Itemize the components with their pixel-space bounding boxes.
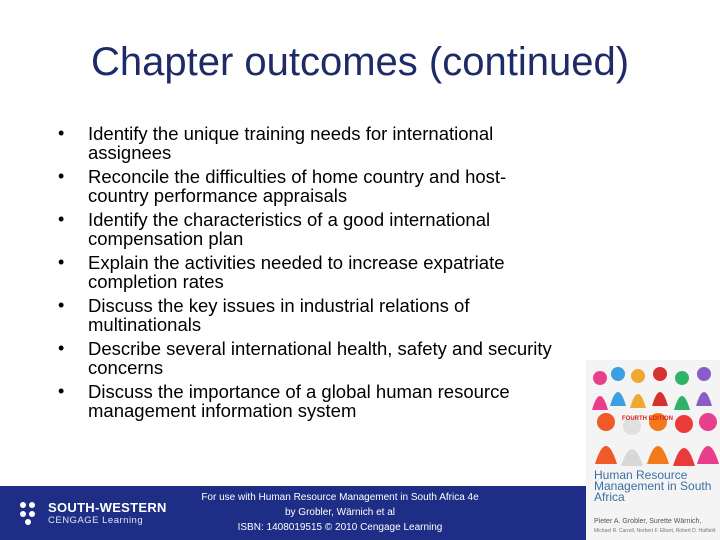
bullet-icon: • <box>58 209 65 229</box>
list-item-text: Identify the characteristics of a good international compensation plan <box>88 209 491 249</box>
footer-line-1: For use with Human Resource Management in South Africa 4e <box>201 492 479 503</box>
list-item-text: Identify the unique training needs for international assignees <box>88 123 494 163</box>
outcomes-list <box>58 124 558 425</box>
list-item <box>58 210 558 248</box>
book-cover-image <box>586 360 720 540</box>
footer-credit <box>190 490 490 535</box>
list-item <box>58 167 558 205</box>
logo-wordmark-top: SOUTH-WESTERN <box>48 500 167 515</box>
bullet-icon: • <box>58 252 65 272</box>
cover-title: Human Resource Management in South Africa <box>594 468 712 504</box>
cover-authors-secondary: Michael R. Carrell, Norbert F. Elbert, Robert D. Hatfield <box>594 528 716 534</box>
list-item-text: Reconcile the difficulties of home country and host-country performance appraisals <box>88 166 507 206</box>
list-item-text: Discuss the key issues in industrial relations of multinationals <box>88 295 470 335</box>
list-item-text: Discuss the importance of a global human resource management information system <box>88 381 510 421</box>
bullet-icon: • <box>58 381 65 401</box>
list-item-text: Explain the activities needed to increase expatriate completion rates <box>88 252 505 292</box>
slide-title: Chapter outcomes (continued) <box>90 40 630 84</box>
bullet-icon: • <box>58 166 65 186</box>
logo-wordmark-bottom: CENGAGE Learning <box>48 515 144 526</box>
list-item <box>58 296 558 334</box>
bullet-icon: • <box>58 123 65 143</box>
footer-line-3: ISBN: 1408019515 © 2010 Cengage Learning <box>237 522 443 533</box>
list-item-text: Describe several international health, safety and security concerns <box>88 338 552 378</box>
footer-line-2: by Grobler, Wärnich et al <box>284 507 396 518</box>
bullet-icon: • <box>58 295 65 315</box>
list-item <box>58 339 558 377</box>
pawn-figures-illustration <box>586 360 720 470</box>
list-item <box>58 382 558 420</box>
bullet-icon: • <box>58 338 65 358</box>
list-item <box>58 253 558 291</box>
publisher-logo <box>18 498 188 530</box>
footer-band <box>0 486 586 540</box>
cengage-logo-icon <box>18 500 42 526</box>
list-item <box>58 124 558 162</box>
cover-edition: FOURTH EDITION <box>622 416 673 422</box>
cover-authors: Pieter A. Grobler, Surette Wärnich, <box>594 518 702 525</box>
